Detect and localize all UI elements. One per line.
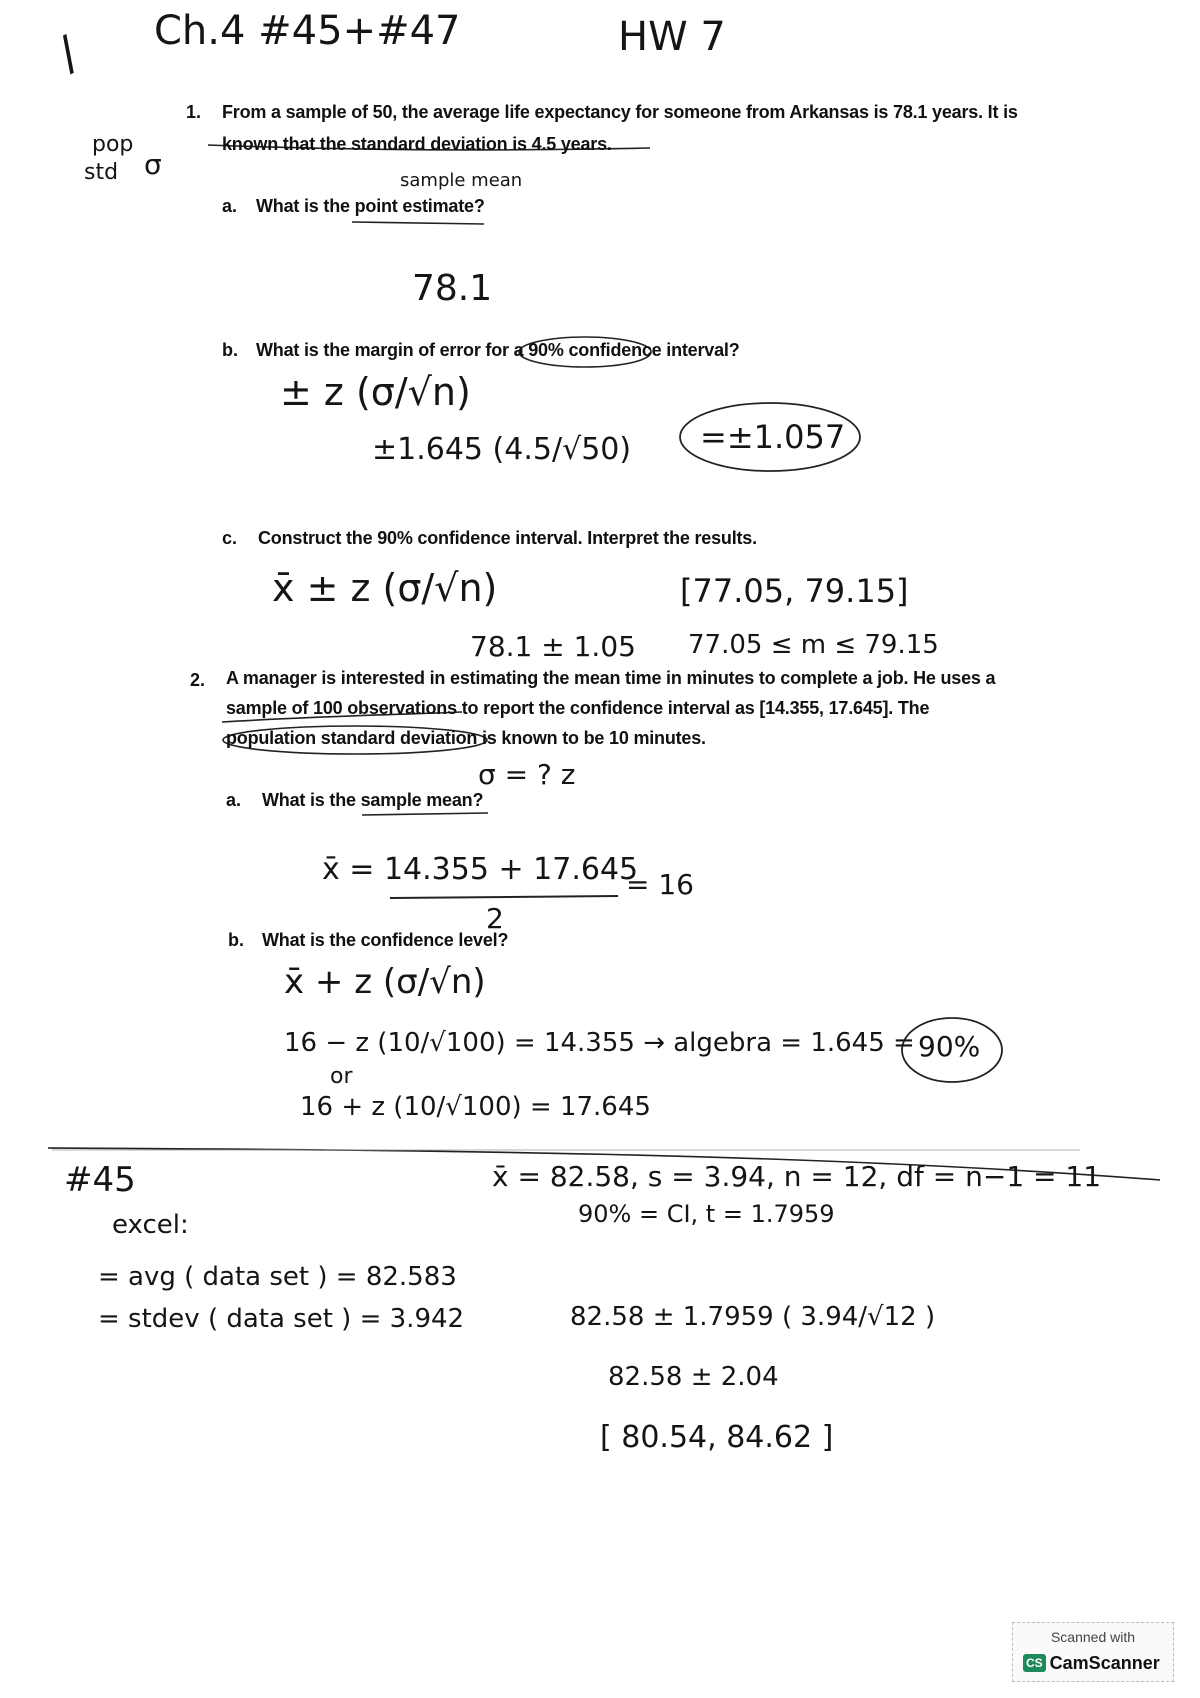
q2a-work-result: = 16 bbox=[626, 868, 694, 901]
problem45-ci: 90% = CI, t = 1.7959 bbox=[578, 1200, 835, 1228]
q1a-answer: 78.1 bbox=[412, 268, 493, 309]
q1b-question: What is the margin of error for a 90% confidence interval? bbox=[256, 340, 740, 360]
q2b-formula: x̄ + z (σ/√n) bbox=[284, 962, 486, 1002]
underline-point-estimate bbox=[352, 222, 484, 224]
camscanner-logo-icon: CS bbox=[1023, 1654, 1046, 1672]
check-mark: / bbox=[48, 25, 88, 81]
problem45-work1: 82.58 ± 1.7959 ( 3.94/√12 ) bbox=[570, 1302, 936, 1332]
q1b-letter: b. bbox=[222, 340, 238, 360]
excel-line1: = avg ( data set ) = 82.583 bbox=[98, 1262, 457, 1292]
assignment-title: Ch.4 #45+#47 bbox=[154, 8, 461, 54]
q2b-question: What is the confidence level? bbox=[262, 930, 509, 950]
problem45-result: [ 80.54, 84.62 ] bbox=[600, 1420, 834, 1455]
q2-text-line1: A manager is interested in estimating the mean time in minutes to complete a job. He uses a bbox=[226, 668, 996, 688]
q1b-formula: ± z (σ/√n) bbox=[280, 370, 471, 414]
q1a-question: What is the point estimate? bbox=[256, 196, 485, 216]
q1a-letter: a. bbox=[222, 196, 238, 216]
margin-note-std: std bbox=[84, 160, 119, 185]
q1c-interval: [77.05, 79.15] bbox=[680, 572, 909, 610]
problem45-label: #45 bbox=[64, 1160, 136, 1200]
q1b-answer: =±1.057 bbox=[700, 418, 846, 456]
q1c-work: 78.1 ± 1.05 bbox=[470, 630, 636, 663]
q2-number: 2. bbox=[190, 670, 206, 690]
watermark-brand-row bbox=[1023, 1653, 1160, 1674]
fraction-bar bbox=[390, 896, 618, 898]
excel-line2: = stdev ( data set ) = 3.942 bbox=[98, 1304, 465, 1334]
q1b-work: ±1.645 (4.5/√50) bbox=[372, 432, 632, 467]
problem45-work2: 82.58 ± 2.04 bbox=[608, 1362, 779, 1392]
q1-text-line2: known that the standard deviation is 4.5 years. bbox=[222, 134, 612, 154]
q1-number: 1. bbox=[186, 102, 202, 122]
q1c-formula: x̄ ± z (σ/√n) bbox=[272, 566, 498, 610]
q2b-work2: 16 + z (10/√100) = 17.645 bbox=[300, 1092, 651, 1122]
q2b-answer: 90% bbox=[918, 1030, 981, 1063]
underline-sample-mean bbox=[362, 813, 488, 815]
q2a-work-numerator: x̄ = 14.355 + 17.645 bbox=[322, 852, 639, 887]
q1c-letter: c. bbox=[222, 528, 238, 548]
q1c-question: Construct the 90% confidence interval. Interpret the results. bbox=[258, 528, 757, 548]
q2a-work-denominator: 2 bbox=[486, 902, 504, 935]
camscanner-watermark bbox=[1012, 1622, 1174, 1682]
q2-text-line2: sample of 100 observations to report the confidence interval as [14.355, 17.645]. The bbox=[226, 698, 930, 718]
problem45-stats: x̄ = 82.58, s = 3.94, n = 12, df = n−1 = 11 bbox=[492, 1160, 1102, 1193]
q2a-letter: a. bbox=[226, 790, 242, 810]
q1-text-line1: From a sample of 50, the average life expectancy for someone from Arkansas is 78.1 years. It is bbox=[222, 102, 1018, 122]
q2b-work1: 16 − z (10/√100) = 14.355 → algebra = 1.645 = bbox=[284, 1028, 915, 1058]
excel-label: excel: bbox=[112, 1210, 189, 1240]
watermark-top-text: Scanned with bbox=[1050, 1629, 1136, 1645]
margin-note-sigma: σ bbox=[144, 148, 162, 181]
hw-label: HW 7 bbox=[618, 14, 726, 60]
q2b-letter: b. bbox=[228, 930, 244, 950]
watermark-brand: CamScanner bbox=[1049, 1653, 1160, 1673]
q2-sigma-note: σ = ? z bbox=[478, 758, 576, 791]
q1c-inequality: 77.05 ≤ m ≤ 79.15 bbox=[688, 630, 939, 660]
q2a-question: What is the sample mean? bbox=[262, 790, 484, 810]
q2b-or: or bbox=[330, 1064, 353, 1089]
q2-text-line3: population standard deviation is known to be 10 minutes. bbox=[226, 728, 706, 748]
margin-note-pop: pop bbox=[92, 132, 134, 157]
q1a-annotation: sample mean bbox=[400, 170, 523, 191]
